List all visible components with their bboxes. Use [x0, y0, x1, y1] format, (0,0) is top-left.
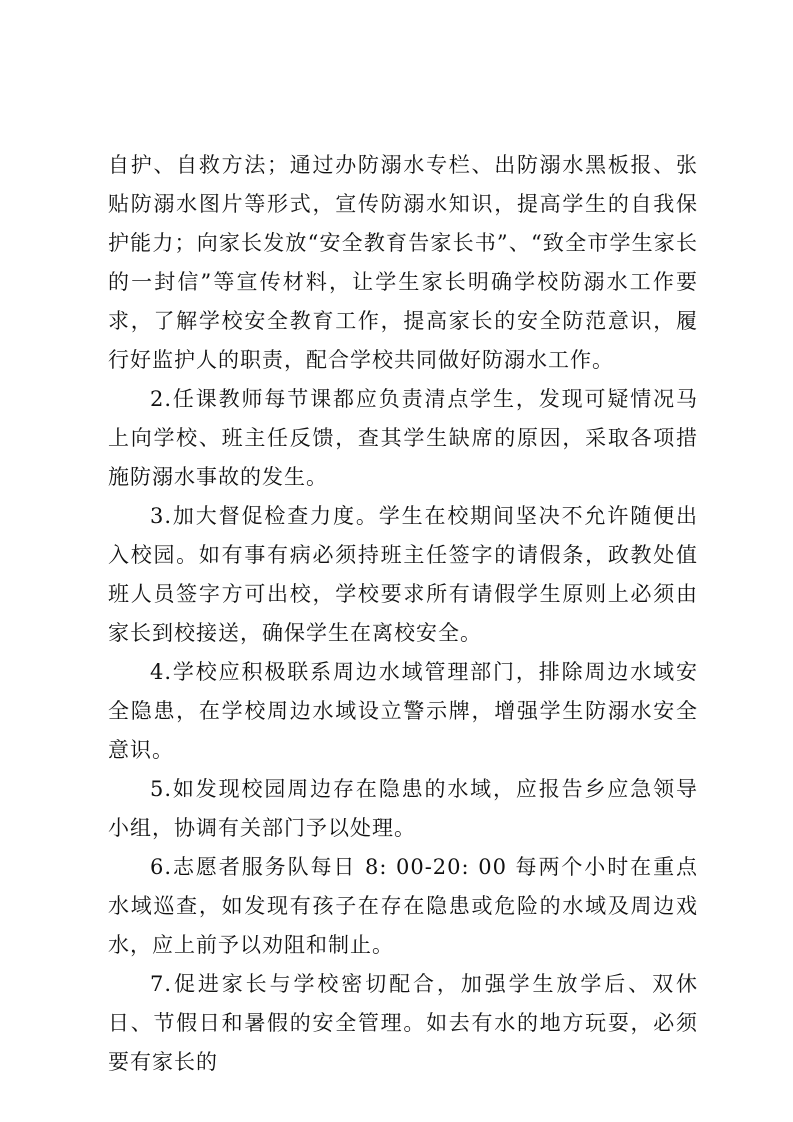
document-body [108, 146, 698, 1082]
paragraph-item-3: 3.加大督促检查力度。学生在校期间坚决不允许随便出入校园。如有事有病必须持班主任签字的请假条，政教处值班人员签字方可出校，学校要求所有请假学生原则上必须由家长到校接送，确保学生在离校安全。 [108, 504, 698, 645]
paragraph-item-4: 4.学校应积极联系周边水域管理部门，排除周边水域安全隐患，在学校周边水域设立警示牌，增强学生防溺水安全意识。 [108, 660, 698, 762]
paragraph-item-2: 2.任课教师每节课都应负责清点学生，发现可疑情况马上向学校、班主任反馈，查其学生缺席的原因，采取各项措施防溺水事故的发生。 [108, 387, 698, 489]
paragraph-item-7: 7.促进家长与学校密切配合，加强学生放学后、双休日、节假日和暑假的安全管理。如去有水的地方玩耍，必须要有家长的 [108, 972, 698, 1074]
paragraph-item-5: 5.如发现校园周边存在隐患的水域，应报告乡应急领导小组，协调有关部门予以处理。 [108, 777, 698, 840]
paragraph-item-6: 6.志愿者服务队每日 8: 00-20: 00 每两个小时在重点水域巡查，如发现有孩子在存在隐患或危险的水域及周边戏水，应上前予以劝阻和制止。 [108, 855, 698, 957]
paragraph-continued: 自护、自救方法；通过办防溺水专栏、出防溺水黑板报、张贴防溺水图片等形式，宣传防溺水知识，提高学生的自我保护能力；向家长发放“安全教育告家长书”、“致全市学生家长的一封信”等宣传材料，让学生家长明确学校防溺水工作要求，了解学校安全教育工作，提高家长的安全防范意识，履行好监护人的职责，配合学校共同做好防溺水工作。 [108, 153, 698, 372]
